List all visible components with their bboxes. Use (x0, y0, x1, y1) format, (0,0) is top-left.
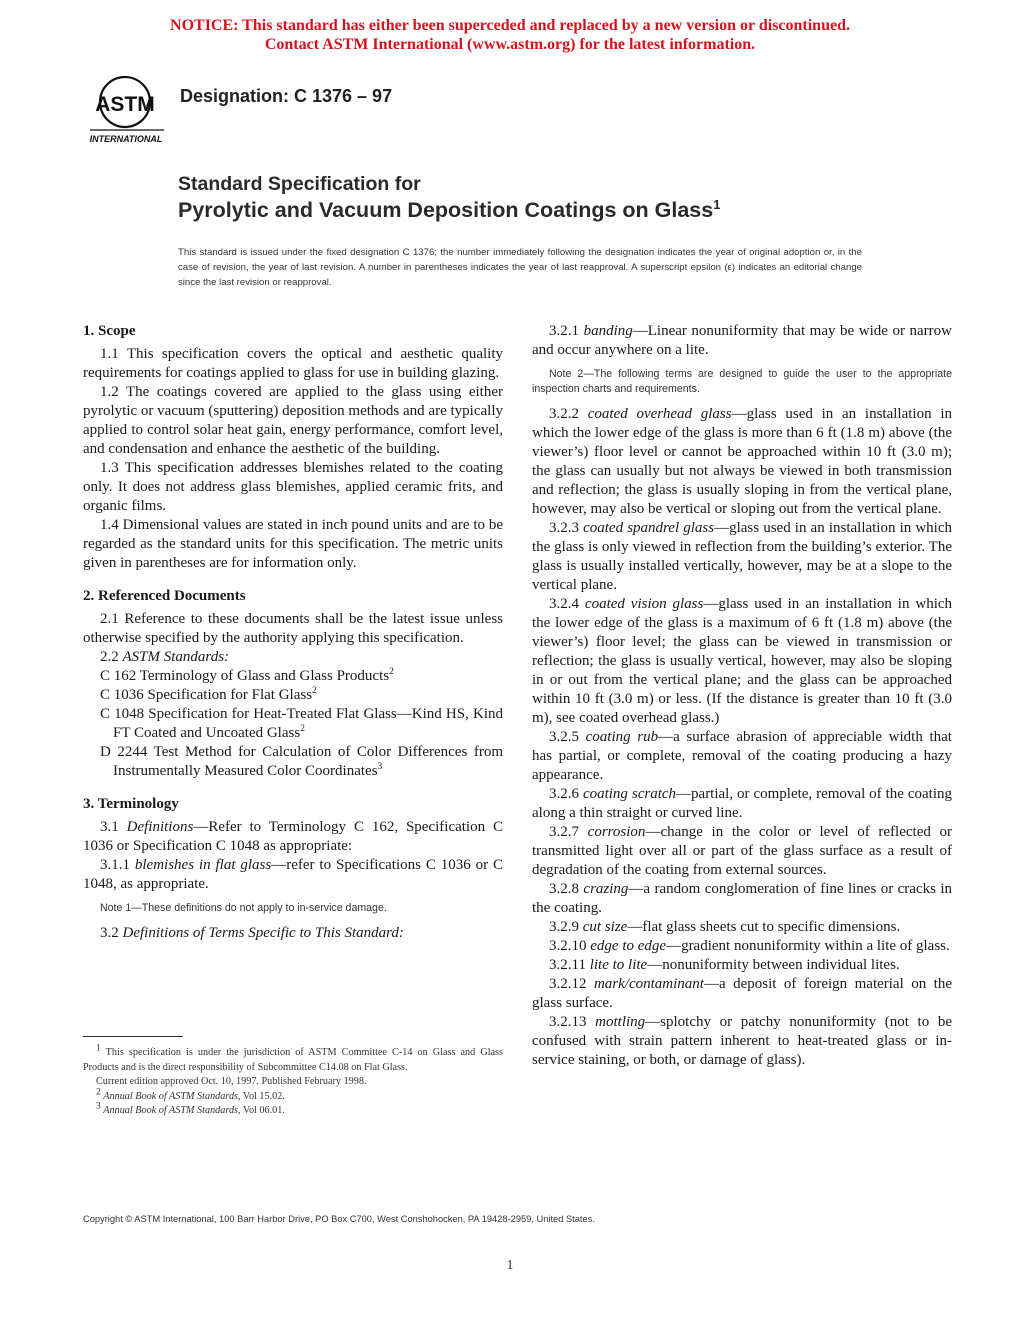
document-title (178, 172, 720, 224)
def-3-term: coated spandrel glass (583, 520, 715, 536)
footnote-1b: Current edition approved Oct. 10, 1997. Published February 1998. (96, 1076, 367, 1087)
ref-c1036 (83, 686, 503, 705)
ref-c1048-sup: 2 (300, 724, 305, 734)
title-line-1: Standard Specification for (178, 173, 421, 195)
def-banding-num: 3.2.1 (549, 323, 584, 339)
def-mark-contaminant (532, 975, 952, 1013)
footnote-2 (83, 1087, 503, 1105)
section-1-heading: 1. Scope (83, 323, 136, 339)
para-2-2-num: 2.2 (100, 649, 123, 665)
title-footnote-mark: 1 (713, 196, 721, 212)
para-1-1: 1.1 This specification covers the optical and aesthetic quality requirements for coatings applied to glass for use in building glazing. (83, 346, 503, 381)
def-5-num: 3.2.5 (549, 729, 586, 745)
footnote-3 (83, 1101, 503, 1119)
def-13-text: —splotchy or patchy nonuniformity (not to be confused with strain pattern inherent to heat-treated glass or in-service staining, or both, or damage of glass). (532, 1014, 952, 1068)
para-3-1-1 (83, 856, 503, 894)
footnote-divider (83, 1036, 183, 1037)
def-12-term: mark/contaminant (593, 976, 704, 992)
para-1-4: 1.4 Dimensional values are stated in inch pound units and are to be regarded as the standard units for this specification. The metric units given in parentheses are for information only. (83, 517, 503, 571)
para-2-2 (83, 648, 503, 667)
logo-caption: INTERNATIONAL (89, 134, 163, 144)
notice-banner (0, 16, 1020, 54)
def-banding (532, 322, 952, 360)
def-2-text: —glass used in an installation in which the lower edge of the glass is more than 6 ft (1.8 m) above (the viewer’s) floor level or cannot be approached within 10 ft (3.0 m); the glass can usually but not always be viewed in both transmission and reflection; the glass is usually sloping in from the vertical plane, however, may also be vertical or sloping out from the vertical plane. (532, 406, 952, 517)
ref-c1036-sup: 2 (312, 686, 317, 696)
para-3-1-1-em: blemishes in flat glass (134, 857, 272, 873)
def-cut-size (532, 918, 952, 937)
def-3-num: 3.2.3 (549, 520, 584, 536)
def-9-term: cut size (582, 919, 628, 935)
footnote-1 (83, 1043, 503, 1075)
def-12-text: —a deposit of foreign material on the glass surface. (532, 976, 953, 1011)
def-10-term: edge to edge (590, 938, 667, 954)
footnote-3-em: Annual Book of ASTM Standards (103, 1105, 238, 1116)
def-banding-text: —Linear nonuniformity that may be wide or narrow and occur anywhere on a lite. (532, 323, 952, 358)
def-7-num: 3.2.7 (549, 824, 588, 840)
notice-line-1: NOTICE: This standard has either been superceded and replaced by a new version or discontinued. (170, 17, 850, 34)
footnote-1-text: This specification is under the jurisdiction of ASTM Committee C-14 on Glass and Glass Products and is the direct responsibility of Subcommittee C14.08 on Flat Glass. (83, 1047, 503, 1073)
para-3-1-em: Definitions (126, 819, 194, 835)
def-5-text: —a surface abrasion of appreciable width that has partial, or complete, removal of the coating producing a hazy appearance. (532, 729, 952, 783)
def-4-term: coated vision glass (584, 596, 704, 612)
def-edge-to-edge (532, 937, 952, 956)
def-coating-scratch (532, 785, 952, 823)
def-coated-spandrel-glass (532, 519, 952, 595)
ref-c162-sup: 2 (389, 667, 394, 677)
def-6-num: 3.2.6 (549, 786, 583, 802)
para-3-1 (83, 818, 503, 856)
def-7-text: —change in the color or level of reflected or transmitted light over all or part of the glass surface as a result of degradation of the coating from external sources. (532, 824, 952, 878)
footnote-3-mark: 3 (96, 1101, 101, 1112)
footnote-2-mark: 2 (96, 1087, 101, 1098)
def-2-num: 3.2.2 (549, 406, 588, 422)
footnote-1-mark: 1 (96, 1043, 101, 1054)
footnote-3-text: , Vol 06.01. (238, 1105, 285, 1116)
def-3-text: —glass used in an installation in which the glass is only viewed in reflection from the building’s exterior. The glass is usually installed vertically, however, may be at a slope to the vertical plane. (532, 520, 953, 593)
def-10-text: —gradient nonuniformity within a lite of glass. (666, 938, 950, 954)
def-9-text: —flat glass sheets cut to specific dimensions. (627, 919, 901, 935)
def-6-text: —partial, or complete, removal of the coating along a thin straight or curved line. (532, 786, 953, 821)
footnotes (83, 1043, 503, 1119)
def-corrosion (532, 823, 952, 880)
ref-c1048-text: C 1048 Specification for Heat-Treated Flat Glass—Kind HS, Kind FT Coated and Uncoated Glass (100, 706, 503, 741)
designation: Designation: C 1376 – 97 (180, 86, 393, 106)
def-13-num: 3.2.13 (549, 1014, 596, 1030)
ref-c162 (83, 667, 503, 686)
ref-d2244 (83, 743, 503, 781)
ref-d2244-sup: 3 (377, 762, 383, 772)
def-coated-overhead-glass (532, 405, 952, 519)
def-5-term: coating rub (585, 729, 659, 745)
section-2-heading: 2. Referenced Documents (83, 588, 246, 604)
def-12-num: 3.2.12 (549, 976, 594, 992)
title-line-2 (178, 196, 720, 224)
note-1: Note 1—These definitions do not apply to in-service damage. (100, 902, 387, 914)
issuance-statement: This standard is issued under the fixed designation C 1376; the number immediately following the designation indicates the year of original adoption or, in the case of revision, the year of last revision. A number in parentheses indicates the year of last reapproval. A superscript epsilon (ε) indicates an editorial change since the last revision or reapproval. (178, 247, 862, 288)
ref-d2244-text: D 2244 Test Method for Calculation of Color Differences from Instrumentally Measured Color Coordinates (100, 744, 503, 779)
right-column (532, 322, 952, 1070)
title-line-2-text: Pyrolytic and Vacuum Deposition Coatings on Glass (178, 198, 714, 222)
def-9-num: 3.2.9 (549, 919, 583, 935)
para-1-2: 1.2 The coatings covered are applied to the glass using either pyrolytic or vacuum (sputtering) deposition methods and are typically applied to control solar heat gain, energy performance, comfort level, and condensation and enhance the aesthetic of the building. (83, 384, 503, 457)
para-3-2-num: 3.2 (100, 925, 123, 941)
def-lite-to-lite (532, 956, 952, 975)
ref-c162-text: C 162 Terminology of Glass and Glass Products (100, 668, 390, 684)
def-10-num: 3.2.10 (549, 938, 591, 954)
notice-line-2: Contact ASTM International (www.astm.org) for the latest information. (264, 36, 756, 53)
ref-c1036-text: C 1036 Specification for Flat Glass (100, 687, 313, 703)
section-3-heading: 3. Terminology (83, 796, 179, 812)
para-1-3: 1.3 This specification addresses blemishes related to the coating only. It does not address glass blemishes, applied ceramic frits, and organic films. (83, 460, 503, 514)
ref-c1048 (83, 705, 503, 743)
def-2-term: coated overhead glass (587, 406, 732, 422)
def-11-term: lite to lite (589, 957, 648, 973)
def-7-term: corrosion (587, 824, 646, 840)
def-11-text: —nonuniformity between individual lites. (647, 957, 900, 973)
para-3-1-1-num: 3.1.1 (100, 857, 135, 873)
para-3-1-text: —Refer to Terminology C 162, Specification C 1036 or Specification C 1048 as appropriate: (83, 819, 503, 854)
def-13-term: mottling (595, 1014, 646, 1030)
para-3-1-1-text: —refer to Specifications C 1036 or C 1048, as appropriate. (83, 857, 504, 892)
def-crazing (532, 880, 952, 918)
def-8-text: —a random conglomeration of fine lines or cracks in the coating. (532, 881, 952, 916)
copyright-line: Copyright © ASTM International, 100 Barr Harbor Drive, PO Box C700, West Conshohocken, PA 19428-2959, United States. (83, 1214, 595, 1224)
para-3-2-em: Definitions of Terms Specific to This Standard: (122, 925, 404, 941)
def-coated-vision-glass (532, 595, 952, 728)
def-mottling (532, 1013, 952, 1070)
left-column (83, 322, 503, 943)
para-3-1-num: 3.1 (100, 819, 127, 835)
para-3-2 (83, 924, 503, 943)
def-8-term: crazing (583, 881, 629, 897)
logo-letters: ASTM (95, 93, 155, 116)
para-2-2-em: ASTM Standards: (122, 649, 230, 665)
def-4-text: —glass used in an installation in which the lower edge of the glass is a maximum of 6 ft (1.8 m) above (the viewer’s) floor level; the glass can be viewed in transmission or reflection; the glass is usually vertical, however, may also be sloping in or out from the vertical plane; and the glass can be approached within 10 ft (3.0 m) or less. (If the distance is greater than 10 ft (3.0 m), see coated overhead glass.) (532, 596, 953, 726)
def-banding-term: banding (583, 323, 633, 339)
def-4-num: 3.2.4 (549, 596, 585, 612)
page-number: 1 (506, 1258, 514, 1273)
def-11-num: 3.2.11 (549, 957, 590, 973)
astm-logo (84, 72, 170, 148)
footnote-2-text: , Vol 15.02. (238, 1090, 285, 1102)
para-2-1: 2.1 Reference to these documents shall be the latest issue unless otherwise specified by the authority applying this specification. (83, 611, 503, 646)
footnote-2-em: Annual Book of ASTM Standards (103, 1090, 238, 1102)
def-6-term: coating scratch (582, 786, 677, 802)
note-2: Note 2—The following terms are designed to guide the user to the appropriate inspection charts and requirements. (532, 368, 952, 395)
def-8-num: 3.2.8 (549, 881, 584, 897)
def-coating-rub (532, 728, 952, 785)
